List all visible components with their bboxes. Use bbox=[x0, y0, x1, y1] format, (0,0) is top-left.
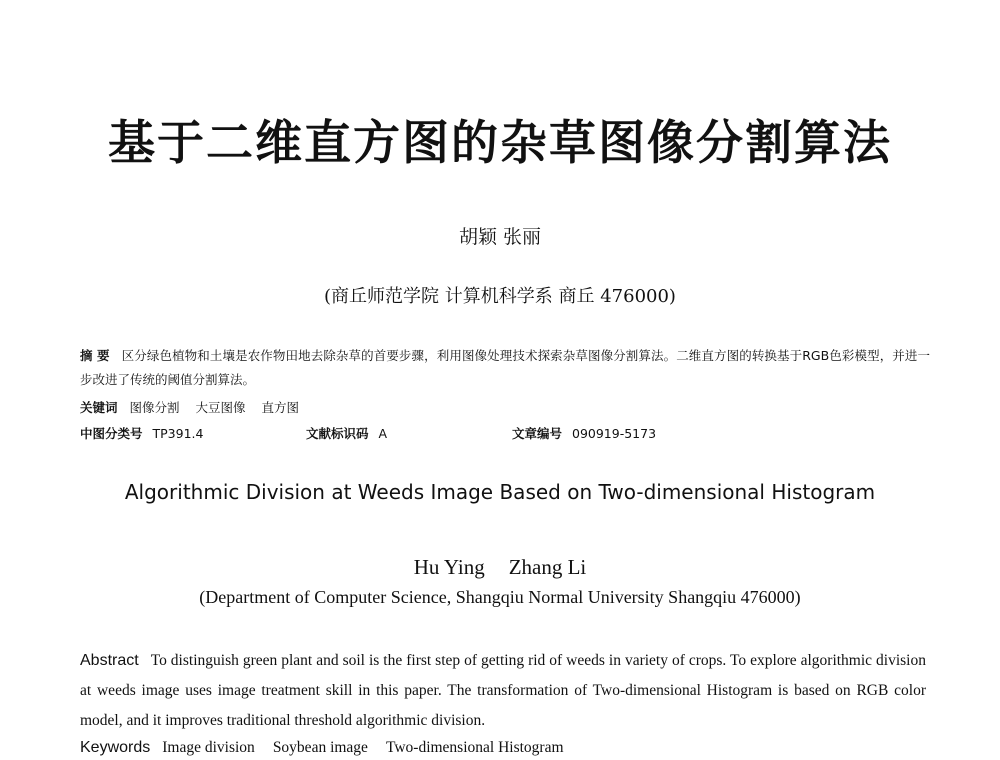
english-abstract-text: To distinguish green plant and soil is the first step of getting rid of weeds in variety of crops. To explore algorithmic division at weeds image uses image treatment skill in this paper. The transformation of Two-dimensional Histogram is based on RGB color model, and it improves traditional threshold algorithmic division. bbox=[80, 652, 926, 729]
chinese-authors: 胡颖 张丽 bbox=[458, 226, 542, 248]
article-number-value: 090919-5173 bbox=[572, 426, 657, 441]
document-code-label: 文献标识码 bbox=[306, 426, 369, 441]
english-title: Algorithmic Division at Weeds Image Based on Two-dimensional Histogram bbox=[124, 480, 876, 504]
document-code-value: A bbox=[378, 426, 388, 441]
chinese-keyword: 直方图 bbox=[261, 400, 300, 415]
document-code bbox=[306, 424, 387, 444]
chinese-affiliation: (商丘师范学院 计算机科学系 商丘 476000) bbox=[324, 286, 676, 307]
classification-metadata bbox=[80, 424, 930, 444]
english-abstract-label: Abstract bbox=[80, 652, 139, 669]
chinese-keyword: 大豆图像 bbox=[195, 400, 246, 415]
english-keyword: Two-dimensional Histogram bbox=[385, 739, 564, 756]
chinese-keywords bbox=[80, 398, 930, 418]
english-authors bbox=[0, 555, 1000, 580]
english-author: Hu Ying bbox=[413, 555, 485, 579]
article-number-label: 文章编号 bbox=[512, 426, 563, 441]
english-author: Zhang Li bbox=[508, 555, 587, 579]
clc-value: TP391.4 bbox=[152, 426, 204, 441]
chinese-keywords-label: 关键词 bbox=[80, 400, 118, 415]
chinese-title: 基于二维直方图的杂草图像分割算法 bbox=[108, 116, 892, 171]
english-keyword: Image division bbox=[162, 739, 255, 756]
chinese-abstract bbox=[80, 344, 930, 392]
clc-label: 中图分类号 bbox=[80, 426, 143, 441]
chinese-keyword: 图像分割 bbox=[129, 400, 180, 415]
english-keywords-label: Keywords bbox=[80, 739, 151, 756]
english-keywords bbox=[80, 736, 926, 760]
chinese-abstract-text: 区分绿色植物和土壤是农作物田地去除杂草的首要步骤，利用图像处理技术探索杂草图像分割算法。二维直方图的转换基于RGB色彩模型，并进一步改进了传统的阈值分割算法。 bbox=[80, 348, 931, 387]
english-keyword: Soybean image bbox=[272, 739, 368, 756]
english-abstract bbox=[80, 646, 926, 736]
clc-number bbox=[80, 424, 203, 444]
chinese-abstract-label: 摘 要 bbox=[80, 348, 110, 363]
english-affiliation: (Department of Computer Science, Shangqiu Normal University Shangqiu 476000) bbox=[199, 587, 801, 607]
article-number bbox=[512, 424, 656, 444]
